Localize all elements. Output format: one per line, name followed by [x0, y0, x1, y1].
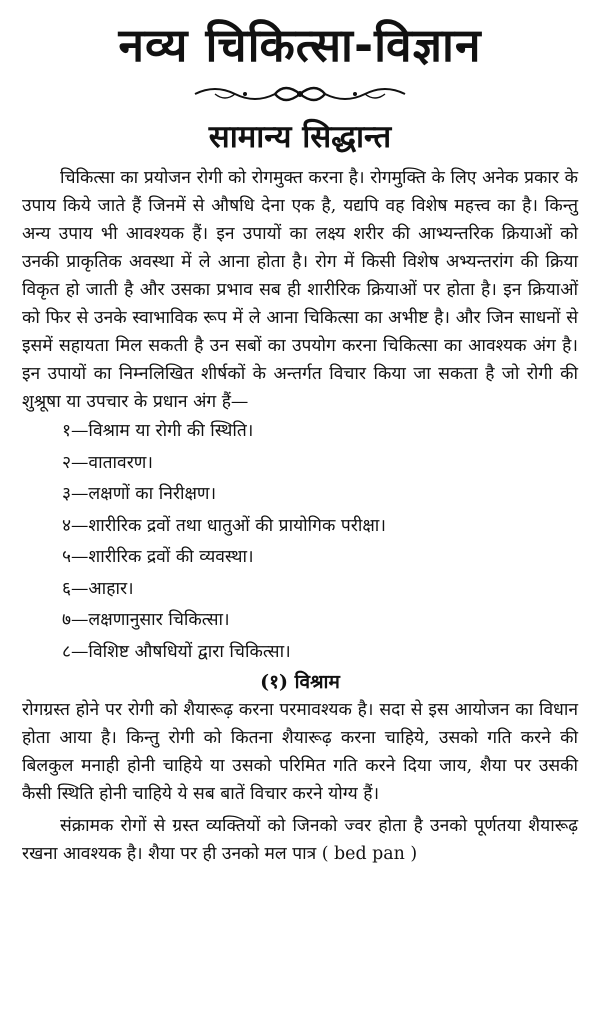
list-item: ६—आहार।: [62, 578, 134, 599]
list-item: ७—लक्षणानुसार चिकित्सा।: [62, 610, 230, 631]
document-page: [0, 18, 600, 1015]
rest-paragraph: रोगग्रस्त होने पर रोगी को शैयारूढ़ करना परमावश्यक है। सदा से इस आयोजन का विधान होता आया है। किन्तु रोगी को कितना शैयारूढ़ करना चाहिये, उसको गति करने की बिलकुल मनाही होनी चाहिये या उसको परिमित गति करने दिया जाय, शैया पर उसकी कैसी स्थिति होनी चाहिये ये सब बातें विचार करने योग्य हैं।: [22, 700, 578, 805]
list-item: ३—लक्षणों का निरीक्षण।: [62, 484, 217, 505]
decorative-flourish-icon: [185, 82, 415, 106]
list-item: २—वातावरण।: [62, 452, 153, 473]
list-item: ८—विशिष्ट औषधियों द्वारा चिकित्सा।: [62, 641, 291, 662]
infectious-paragraph: संक्रामक रोगों से ग्रस्त व्यक्तियों को जिनको ज्वर होता है उनको पूर्णतया शैयारूढ़ रखना आवश्यक है। शैया पर ही उनको मल पात्र ( bed pan ): [22, 816, 578, 865]
list-item: ५—शारीरिक द्रवों की व्यवस्था।: [62, 547, 254, 568]
subsection-title: (१) विश्राम: [260, 671, 340, 694]
book-title: नव्य चिकित्सा-विज्ञान: [118, 18, 482, 72]
section-title: सामान्य सिद्धान्त: [208, 119, 392, 155]
headings-list: [22, 416, 578, 668]
intro-paragraph: चिकित्सा का प्रयोजन रोगी को रोगमुक्त करना है। रोगमुक्ति के लिए अनेक प्रकार के उपाय किये जाते हैं जिनमें से औषधि देना एक है, यद्यपि वह विशेष महत्त्व का है। किन्तु अन्य उपाय भी आवश्यक हैं। इन उपायों का लक्ष्य शरीर की आभ्यन्तरिक क्रियाओं को उनकी प्राकृतिक अवस्था में ले आना होता है। रोग में किसी विशेष अभ्यन्तरांग की क्रिया विकृत हो जाती है और उसका प्रभाव सब ही शारीरिक क्रियाओं पर होता है। इन क्रियाओं को फिर से उनके स्वाभाविक रूप में ले आना चिकित्सा का अभीष्ट है। और जिन साधनों से इसमें सहायता मिल सकती है उन सबों का उपयोग करना चिकित्सा का आवश्यक अंग है। इन उपायों का निम्नलिखित शीर्षकों के अन्तर्गत विचार किया जा सकता है जो रोगी की शुश्रूषा या उपचार के प्रधान अंग हैं—: [22, 168, 578, 413]
list-item: ४—शारीरिक द्रवों तथा धातुओं की प्रायोगिक परीक्षा।: [62, 515, 386, 536]
list-item: १—विश्राम या रोगी की स्थिति।: [62, 421, 254, 442]
